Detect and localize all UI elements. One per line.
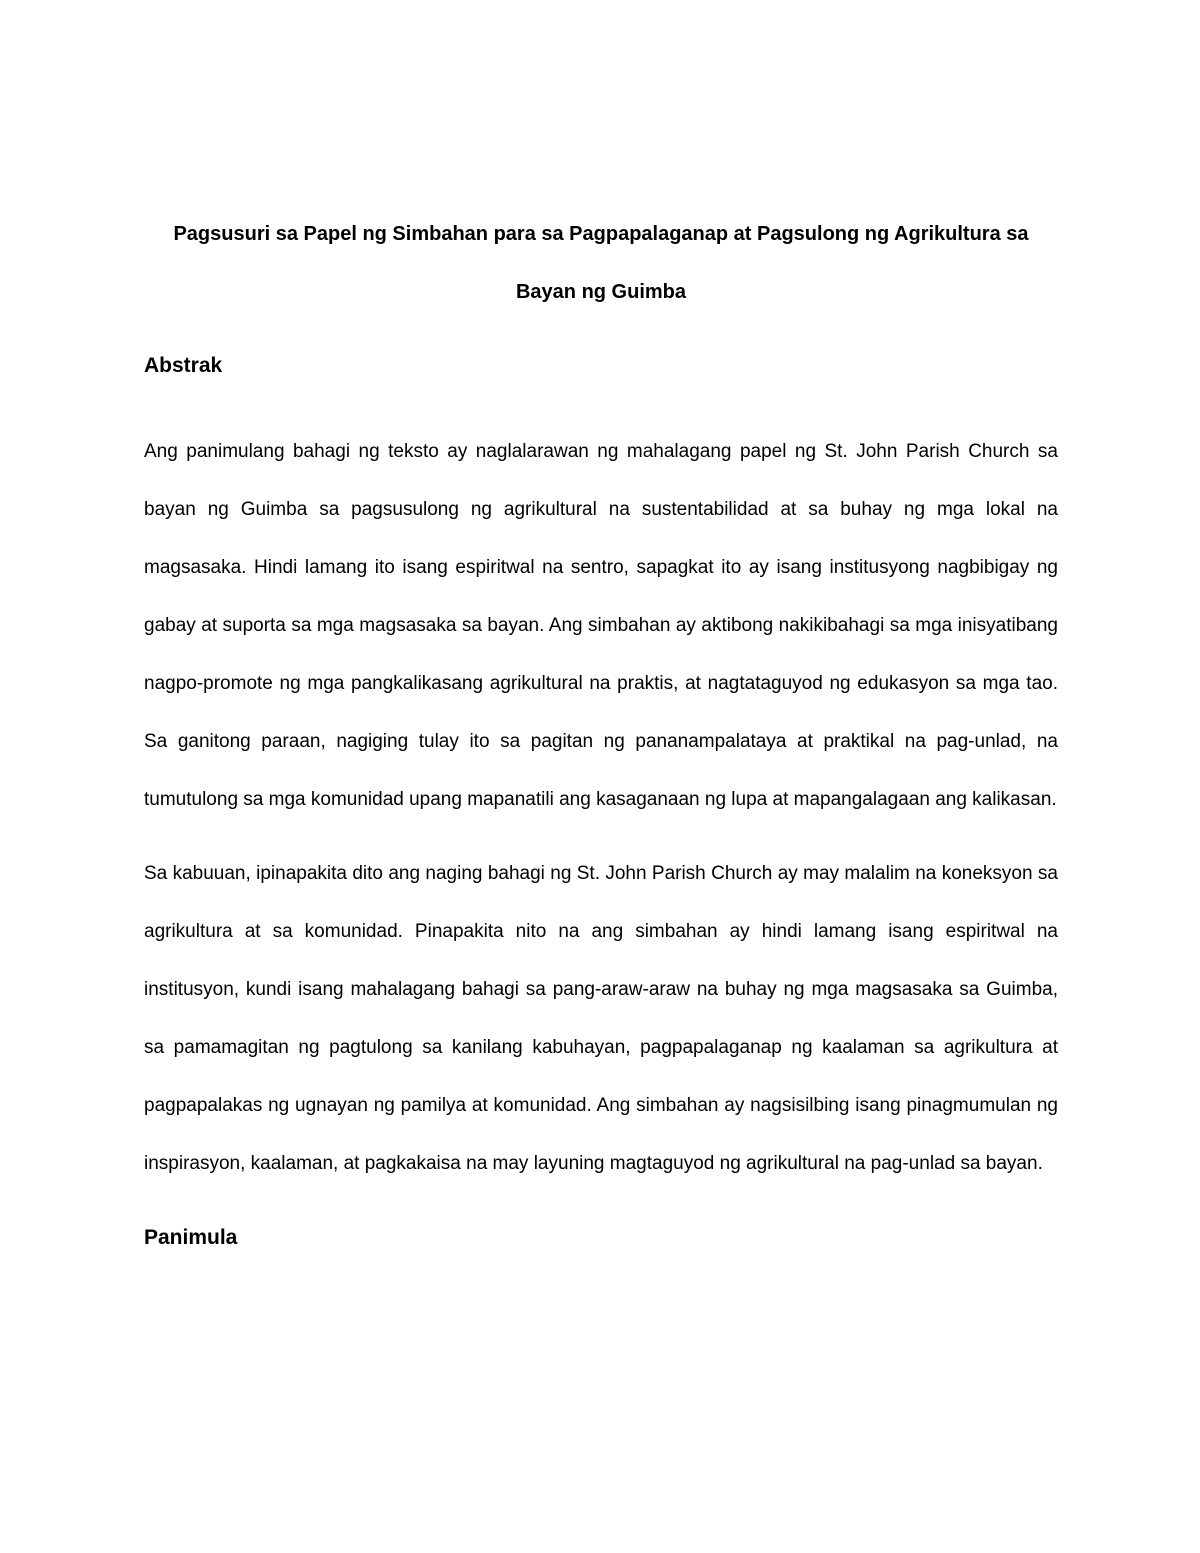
abstrak-paragraph-1: Ang panimulang bahagi ng teksto ay naglalarawan ng mahalagang papel ng St. John Parish Church sa bayan ng Guimba sa pagsusulong ng agrikultural na sustentabilidad at sa buhay ng mga lokal na magsasaka. Hindi lamang ito isang espiritwal na sentro, sapagkat ito ay isang institusyong nagbibigay ng gabay at suporta sa mga magsasaka sa bayan. Ang simbahan ay aktibong nakikibahagi sa mga inisyatibang nagpo-promote ng mga pangkalikasang agrikultural na praktis, at nagtataguyod ng edukasyon sa mga tao. Sa ganitong paraan, nagiging tulay ito sa pagitan ng pananampalataya at praktikal na pag-unlad, na tumutulong sa mga komunidad upang mapanatili ang kasaganaan ng lupa at mapangalagaan ang kalikasan. bbox=[144, 441, 1058, 810]
document-title: Pagsusuri sa Papel ng Simbahan para sa Pagpapalaganap at Pagsulong ng Agrikultura sa Bayan ng Guimba bbox=[173, 223, 1029, 303]
abstrak-paragraph-2: Sa kabuuan, ipinapakita dito ang naging bahagi ng St. John Parish Church ay may malalim na koneksyon sa agrikultura at sa komunidad. Pinapakita nito na ang simbahan ay hindi lamang isang espiritwal na institusyon, kundi isang mahalagang bahagi sa pang-araw-araw na buhay ng mga magsasaka sa Guimba, sa pamamagitan ng pagtulong sa kanilang kabuhayan, pagpapalaganap ng kaalaman sa agrikultura at pagpapalakas ng ugnayan ng pamilya at komunidad. Ang simbahan ay nagsisilbing isang pinagmumulan ng inspirasyon, kaalaman, at pagkakaisa na may layuning magtaguyod ng agrikultural na pag-unlad sa bayan. bbox=[144, 863, 1058, 1174]
document-content bbox=[144, 205, 1058, 1267]
section-heading-abstrak: Abstrak bbox=[144, 354, 223, 377]
section-heading-panimula: Panimula bbox=[144, 1226, 238, 1249]
